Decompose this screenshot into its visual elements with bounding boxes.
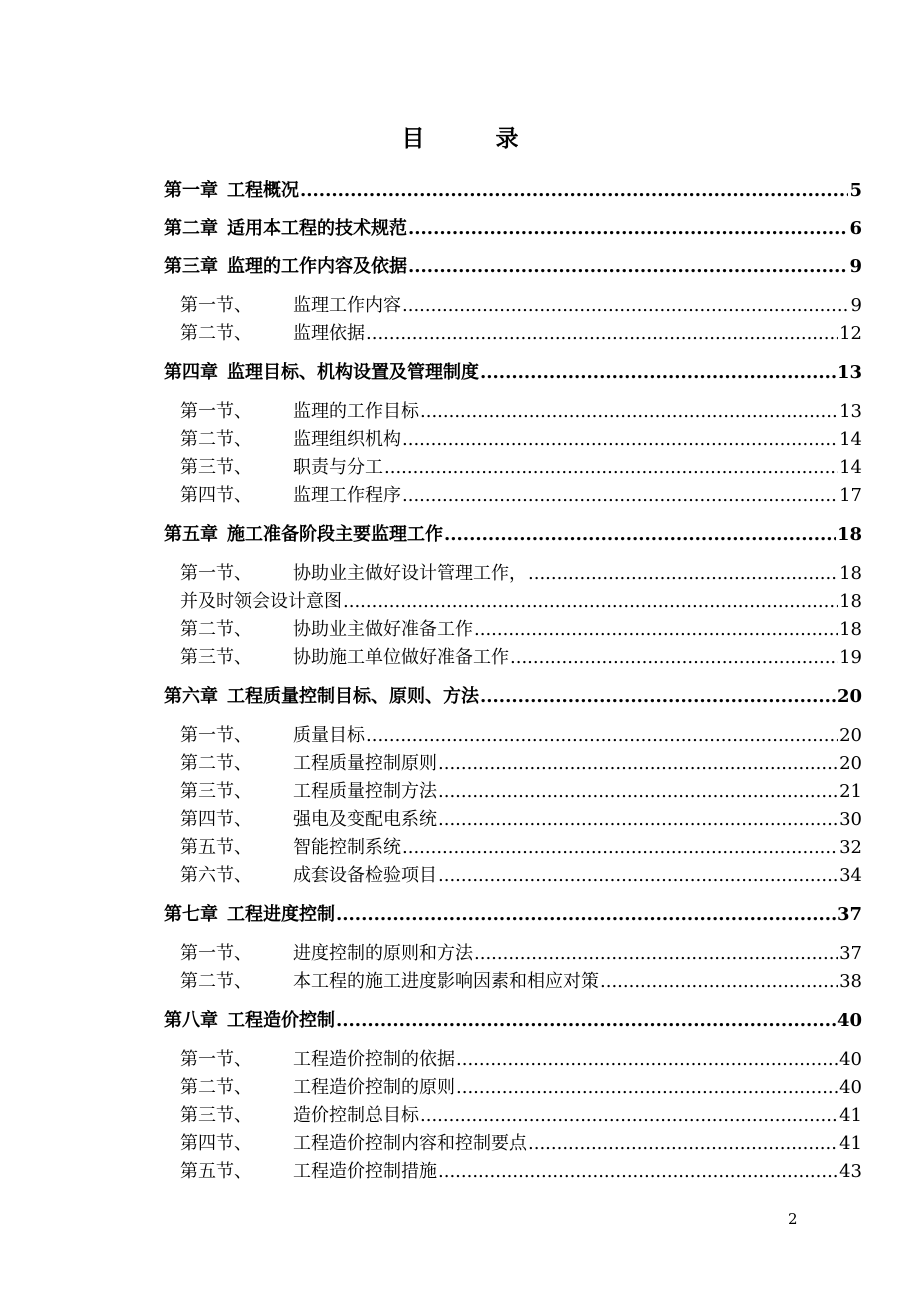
dot-leader <box>420 1102 838 1130</box>
toc-entry-title: 成套设备检验项目 <box>293 865 437 886</box>
toc-entry-page: 21 <box>839 781 862 802</box>
toc-section-entry[interactable] <box>164 1130 862 1158</box>
toc-entry-page: 40 <box>836 1010 862 1031</box>
toc-section-entry[interactable] <box>164 588 862 616</box>
toc-entry-page: 38 <box>839 971 862 992</box>
toc-entry-title: 职责与分工 <box>293 457 383 478</box>
toc-entry-page: 43 <box>839 1161 862 1182</box>
toc-entry-title: 工程质量控制方法 <box>293 781 437 802</box>
toc-entry-label: 第六章 <box>164 686 218 707</box>
toc-entry-title: 监理工作程序 <box>293 485 401 506</box>
dot-leader <box>408 254 848 280</box>
toc-entry-label: 第三节、 <box>180 647 252 668</box>
toc-chapter-entry[interactable] <box>164 216 862 242</box>
toc-entry-page: 40 <box>839 1049 862 1070</box>
dot-leader <box>438 806 838 834</box>
dot-leader <box>600 968 838 996</box>
toc-entry-label: 第二节、 <box>180 753 252 774</box>
toc-entry-title: 造价控制总目标 <box>293 1105 419 1126</box>
toc-entry-title: 监理依据 <box>293 323 365 344</box>
toc-section-entry[interactable] <box>164 940 862 968</box>
toc-entry-page: 17 <box>839 485 862 506</box>
toc-entry-title: 工程造价控制的原则 <box>293 1077 455 1098</box>
dot-leader <box>438 778 838 806</box>
toc-entry-title: 工程质量控制目标、原则、方法 <box>227 686 479 707</box>
page-number: 2 <box>788 1210 798 1228</box>
toc-entry-label: 第七章 <box>164 904 218 925</box>
toc-entry-page: 18 <box>836 524 862 545</box>
toc-entry-label: 第六节、 <box>180 865 252 886</box>
toc-section-entry[interactable] <box>164 834 862 862</box>
toc-entry-page: 20 <box>839 725 862 746</box>
toc-entry-label: 第一章 <box>164 180 218 201</box>
toc-entry-label: 第一节、 <box>180 401 252 422</box>
toc-entry-label: 第三节、 <box>180 781 252 802</box>
dot-leader <box>408 216 848 242</box>
toc-entry-title: 工程进度控制 <box>227 904 335 925</box>
dot-leader <box>402 834 838 862</box>
toc-entry-title: 质量目标 <box>293 725 365 746</box>
toc-entry-label: 第二章 <box>164 218 218 239</box>
dot-leader <box>474 940 838 968</box>
toc-entry-label: 第二节、 <box>180 323 252 344</box>
toc-entry-title: 工程造价控制的依据 <box>293 1049 455 1070</box>
toc-entry-title: 并及时领会设计意图 <box>180 591 342 612</box>
toc-section-entry[interactable] <box>164 778 862 806</box>
toc-section-entry[interactable] <box>164 644 862 672</box>
toc-entry-label: 第一节、 <box>180 943 252 964</box>
toc-entry-label: 第二节、 <box>180 1077 252 1098</box>
dot-leader <box>456 1046 838 1074</box>
dot-leader <box>528 560 838 588</box>
toc-entry-page: 37 <box>839 943 862 964</box>
toc-entry-page: 14 <box>839 457 862 478</box>
toc-section-entry[interactable] <box>164 1074 862 1102</box>
toc-chapter-entry[interactable] <box>164 902 862 928</box>
dot-leader <box>402 292 850 320</box>
toc-entry-page: 20 <box>836 686 862 707</box>
table-of-contents <box>164 178 862 1186</box>
toc-entry-title: 监理工作内容 <box>293 295 401 316</box>
toc-entry-page: 9 <box>849 256 862 277</box>
dot-leader <box>510 644 838 672</box>
toc-entry-title: 监理的工作内容及依据 <box>227 256 407 277</box>
dot-leader <box>474 616 838 644</box>
toc-entry-page: 37 <box>836 904 862 925</box>
toc-section-entry[interactable] <box>164 750 862 778</box>
dot-leader <box>438 750 838 778</box>
toc-entry-label: 第一节、 <box>180 563 252 584</box>
toc-section-entry[interactable] <box>164 426 862 454</box>
toc-entry-page: 18 <box>839 591 862 612</box>
toc-entry-label: 第五节、 <box>180 837 252 858</box>
toc-section-entry[interactable] <box>164 1046 862 1074</box>
page-title: 目 录 <box>401 125 543 152</box>
toc-entry-title: 工程造价控制 <box>227 1010 335 1031</box>
toc-entry-page: 18 <box>839 563 862 584</box>
dot-leader <box>420 398 838 426</box>
toc-entry-title: 协助业主做好设计管理工作， <box>293 563 527 584</box>
toc-chapter-entry[interactable] <box>164 360 862 386</box>
toc-entry-page: 13 <box>836 362 862 383</box>
toc-entry-page: 18 <box>839 619 862 640</box>
toc-chapter-entry[interactable] <box>164 1008 862 1034</box>
dot-leader <box>384 454 838 482</box>
toc-entry-label: 第一节、 <box>180 725 252 746</box>
toc-section-entry[interactable] <box>164 616 862 644</box>
toc-section-entry[interactable] <box>164 560 862 588</box>
dot-leader <box>343 588 838 616</box>
toc-entry-label: 第五章 <box>164 524 218 545</box>
toc-entry-page: 41 <box>839 1105 862 1126</box>
toc-section-entry[interactable] <box>164 1158 862 1186</box>
toc-entry-title: 协助业主做好准备工作 <box>293 619 473 640</box>
toc-section-entry[interactable] <box>164 292 862 320</box>
toc-entry-page: 13 <box>839 401 862 422</box>
toc-entry-label: 第一节、 <box>180 295 252 316</box>
dot-leader <box>366 722 838 750</box>
toc-section-entry[interactable] <box>164 320 862 348</box>
toc-entry-label: 第二节、 <box>180 429 252 450</box>
toc-entry-page: 20 <box>839 753 862 774</box>
dot-leader <box>528 1130 838 1158</box>
dot-leader <box>480 360 836 386</box>
toc-chapter-entry[interactable] <box>164 254 862 280</box>
toc-entry-label: 第四节、 <box>180 809 252 830</box>
toc-section-entry[interactable] <box>164 722 862 750</box>
toc-entry-label: 第八章 <box>164 1010 218 1031</box>
toc-entry-label: 第四章 <box>164 362 218 383</box>
dot-leader <box>402 426 838 454</box>
toc-entry-title: 工程造价控制措施 <box>293 1161 437 1182</box>
dot-leader <box>402 482 838 510</box>
dot-leader <box>336 1008 836 1034</box>
toc-section-entry[interactable] <box>164 862 862 890</box>
toc-section-entry[interactable] <box>164 806 862 834</box>
toc-entry-label: 第二节、 <box>180 971 252 992</box>
toc-entry-page: 19 <box>839 647 862 668</box>
toc-entry-page: 14 <box>839 429 862 450</box>
dot-leader <box>336 902 836 928</box>
toc-entry-label: 第三章 <box>164 256 218 277</box>
toc-entry-title: 协助施工单位做好准备工作 <box>293 647 509 668</box>
toc-chapter-entry[interactable] <box>164 684 862 710</box>
toc-entry-title: 监理的工作目标 <box>293 401 419 422</box>
toc-entry-title: 工程概况 <box>227 180 299 201</box>
toc-entry-label: 第五节、 <box>180 1161 252 1182</box>
toc-entry-page: 12 <box>839 323 862 344</box>
toc-entry-title: 监理目标、机构设置及管理制度 <box>227 362 479 383</box>
toc-entry-title: 施工准备阶段主要监理工作 <box>227 524 443 545</box>
toc-entry-page: 6 <box>849 218 862 239</box>
dot-leader <box>456 1074 838 1102</box>
toc-entry-page: 34 <box>839 865 862 886</box>
dot-leader <box>444 522 836 548</box>
toc-entry-label: 第三节、 <box>180 1105 252 1126</box>
toc-entry-page: 30 <box>839 809 862 830</box>
toc-section-entry[interactable] <box>164 454 862 482</box>
toc-section-entry[interactable] <box>164 398 862 426</box>
toc-section-entry[interactable] <box>164 1102 862 1130</box>
dot-leader <box>300 178 848 204</box>
toc-entry-title: 本工程的施工进度影响因素和相应对策 <box>293 971 599 992</box>
toc-entry-page: 5 <box>849 180 862 201</box>
toc-chapter-entry[interactable] <box>164 522 862 548</box>
dot-leader <box>480 684 836 710</box>
dot-leader <box>438 1158 838 1186</box>
toc-entry-page: 40 <box>839 1077 862 1098</box>
toc-entry-title: 工程质量控制原则 <box>293 753 437 774</box>
toc-entry-title: 监理组织机构 <box>293 429 401 450</box>
toc-entry-label: 第三节、 <box>180 457 252 478</box>
toc-entry-label: 第四节、 <box>180 485 252 506</box>
toc-entry-page: 41 <box>839 1133 862 1154</box>
toc-section-entry[interactable] <box>164 482 862 510</box>
toc-chapter-entry[interactable] <box>164 178 862 204</box>
toc-section-entry[interactable] <box>164 968 862 996</box>
toc-entry-page: 32 <box>839 837 862 858</box>
dot-leader <box>438 862 838 890</box>
toc-entry-title: 智能控制系统 <box>293 837 401 858</box>
toc-entry-title: 强电及变配电系统 <box>293 809 437 830</box>
toc-entry-page: 9 <box>850 295 862 316</box>
dot-leader <box>366 320 838 348</box>
toc-entry-label: 第二节、 <box>180 619 252 640</box>
toc-entry-title: 工程造价控制内容和控制要点 <box>293 1133 527 1154</box>
toc-entry-title: 适用本工程的技术规范 <box>227 218 407 239</box>
toc-entry-label: 第四节、 <box>180 1133 252 1154</box>
toc-entry-title: 进度控制的原则和方法 <box>293 943 473 964</box>
toc-entry-label: 第一节、 <box>180 1049 252 1070</box>
